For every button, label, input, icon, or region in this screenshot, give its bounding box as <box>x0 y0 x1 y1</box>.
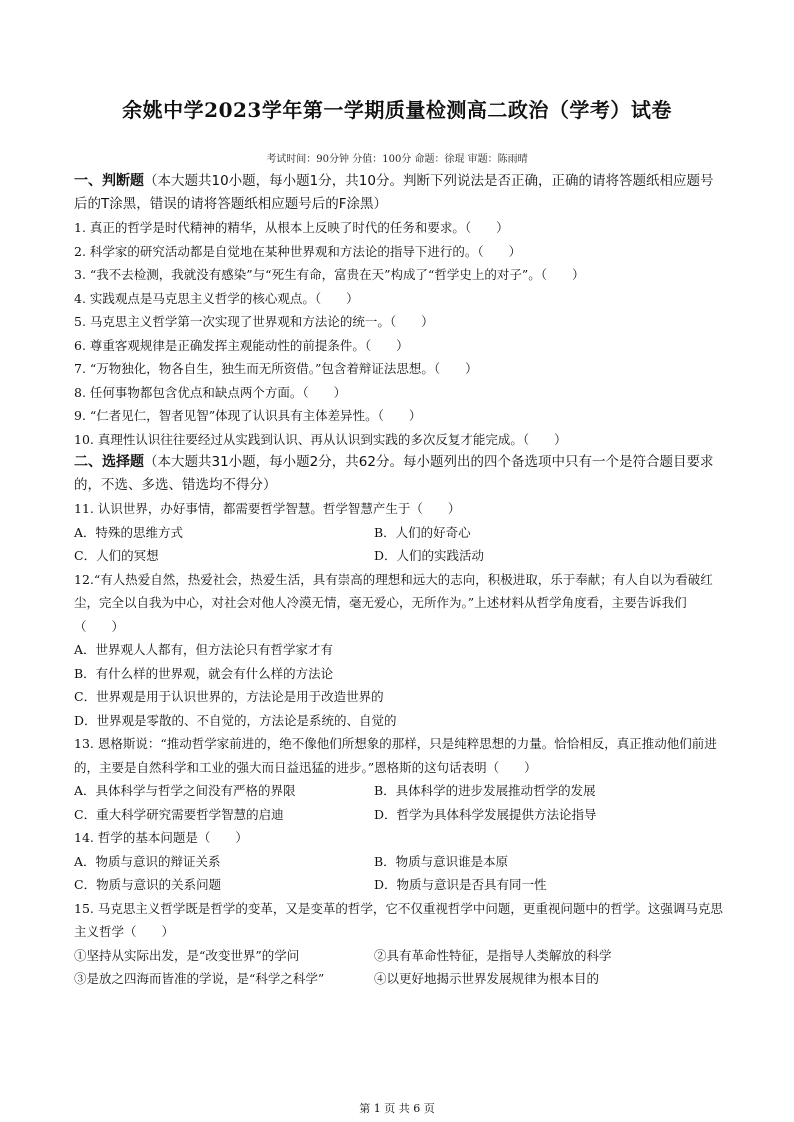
q14-option-d: D．物质与意识是否具有同一性 <box>374 877 547 892</box>
judge-item: 10. 真理性认识往往要经过从实践到认识、再从认识到实践的多次反复才能完成。（ ） <box>74 431 567 447</box>
judge-item: 2. 科学家的研究活动都是自觉地在某种世界观和方法论的指导下进行的。（ ） <box>74 243 522 259</box>
q14-option-a: A．物质与意识的辩证关系 <box>74 853 221 869</box>
q14-stem: 14. 哲学的基本问题是（ ） <box>74 830 248 845</box>
q13-option-d: D．哲学为具体科学发展提供方法论指导 <box>374 806 597 822</box>
exam-meta: 考试时间：90分钟 分值：100分 命题：徐琨 审题：陈雨晴 <box>266 154 528 165</box>
q12-stem: 12.“有人热爱自然，热爱社会，热爱生活，具有崇高的理想和远大的志向，积极进取，乐于奉献；有人自以为看破红尘，完全以自我为中心，对社会对他人冷漠无情，毫无爱心，无所作为。”上述材料从哲学角度看，主要告诉我们（ ） <box>74 571 713 634</box>
q15-option-2: ②具有革命性特征，是指导人类解放的科学 <box>374 947 612 963</box>
judge-item: 9. “仁者见仁，智者见智”体现了认识具有主体差异性。（ ） <box>74 408 422 423</box>
q11-option-a: A．特殊的思维方式 <box>74 524 184 540</box>
q11-option-c: C．人们的冥想 <box>74 548 159 563</box>
q12-option-c: C．世界观是用于认识世界的，方法论是用于改造世界的 <box>74 689 384 704</box>
judge-item: 6. 尊重客观规律是正确发挥主观能动性的前提条件。（ ） <box>74 337 409 353</box>
q12-option-b: B．有什么样的世界观，就会有什么样的方法论 <box>74 665 334 681</box>
exam-title: 余姚中学2023学年第一学期质量检测高二政治（学考）试卷 <box>122 98 672 122</box>
q11-stem: 11. 认识世界，办好事情，都需要哲学智慧。哲学智慧产生于（ ） <box>74 501 461 516</box>
section1-heading: 一、判断题 <box>74 173 144 189</box>
judge-item: 4. 实践观点是马克思主义哲学的核心观点。（ ） <box>74 290 359 306</box>
page-footer: 第 1 页 共 6 页 <box>359 1102 435 1115</box>
q11-option-d: D．人们的实践活动 <box>374 548 485 563</box>
section2-heading: 二、选择题 <box>74 454 144 470</box>
judge-item: 3. “我不去检测，我就没有感染”与“死生有命，富贵在天”构成了“哲学史上的对子”。（ ） <box>74 267 585 282</box>
q13-option-c: C．重大科学研究需要哲学智慧的启迪 <box>74 806 284 822</box>
q12-option-d: D．世界观是零散的、不自觉的，方法论是系统的、自觉的 <box>74 712 397 728</box>
section2-header <box>74 451 724 497</box>
judge-item: 8. 任何事物都包含优点和缺点两个方面。（ ） <box>74 384 347 400</box>
q13-option-a: A．具体科学与哲学之间没有严格的界限 <box>74 783 296 798</box>
q15-option-4: ④以更好地揭示世界发展规律为根本目的 <box>374 971 600 986</box>
section1-desc: （本大题共10小题，每小题1分，共10分。判断下列说法是否正确，正确的请将答题纸相应题号后的T涂黑，错误的请将答题纸相应题号后的F涂黑） <box>74 173 714 212</box>
q11-option-b: B．人们的好奇心 <box>374 524 471 540</box>
judge-item: 1. 真正的哲学是时代精神的精华，从根本上反映了时代的任务和要求。（ ） <box>74 220 509 235</box>
section1-header <box>74 170 724 216</box>
q11-options <box>74 521 724 568</box>
q15-options <box>74 944 724 991</box>
exam-content <box>74 170 724 991</box>
q14-options <box>74 850 724 897</box>
q15-option-3: ③是放之四海而皆准的学说，是“科学之科学” <box>74 971 325 986</box>
q13-stem: 13. 恩格斯说：“推动哲学家前进的，绝不像他们所想象的那样，只是纯粹思想的力量。恰恰相反，真正推动他们前进的，主要是自然科学和工业的强大而日益迅猛的进步。”恩格斯的这句话表明（ ） <box>74 736 717 775</box>
judge-item: 5. 马克思主义哲学第一次实现了世界观和方法论的统一。（ ） <box>74 314 434 329</box>
q12-option-a: A．世界观人人都有，但方法论只有哲学家才有 <box>74 642 334 657</box>
section2-desc: （本大题共31小题，每小题2分，共62分。每小题列出的四个备选项中只有一个是符合题目要求的，不选、多选、错选均不得分） <box>74 454 714 493</box>
q13-options <box>74 779 724 826</box>
q15-option-1: ①坚持从实际出发，是“改变世界”的学问 <box>74 947 300 963</box>
q15-stem: 15. 马克思主义哲学既是哲学的变革，又是变革的哲学，它不仅重视哲学中问题，更重视问题中的哲学。这强调马克思主义哲学（ ） <box>74 900 723 939</box>
judge-item: 7. “万物独化，物各自生，独生而无所资借。”包含着辩证法思想。（ ） <box>74 361 478 376</box>
q13-option-b: B．具体科学的进步发展推动哲学的发展 <box>374 783 596 798</box>
q14-option-c: C．物质与意识的关系问题 <box>74 877 222 892</box>
q14-option-b: B．物质与意识谁是本原 <box>374 853 509 869</box>
